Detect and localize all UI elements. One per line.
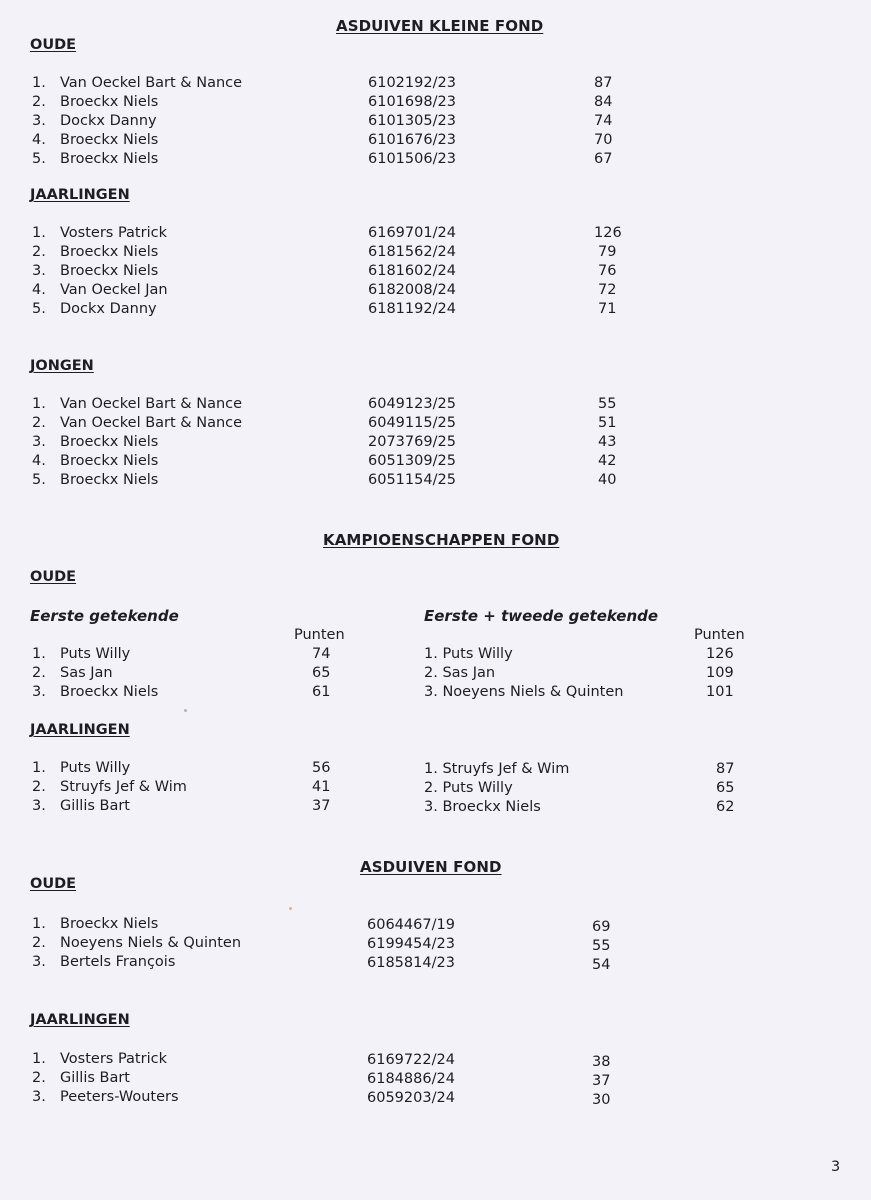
score: 84 <box>594 94 613 110</box>
score: 76 <box>598 263 617 279</box>
score: 71 <box>598 301 617 317</box>
score: 30 <box>592 1092 611 1108</box>
score: 40 <box>598 472 617 488</box>
score: 37 <box>592 1073 611 1089</box>
score: 38 <box>592 1054 611 1070</box>
points: 87 <box>716 761 735 777</box>
table-row: 3. Noeyens Niels & Quinten <box>424 684 624 700</box>
points: 101 <box>706 684 734 700</box>
document-page: ASDUIVEN KLEINE FOND OUDE 1. Van Oeckel Bart & Nance 6102192/23 87 2. Broeckx Niels 6101698/23 84 3. Dockx Danny 6101305/23 74 4. Broeckx Niels 6101676/23 70 5. Broeckx Niels 6101506/23 67 JAARLINGEN 1. Vosters Patrick 6169701/24 126 2. Broeckx Niels 6181562/24 79 3. Broeckx Niels 6181602/24 76 4. Van Oeckel Jan 6182008/24 72 5. Dockx Danny 6181192/24 71 JONGEN 1. Van Oeckel Bart & Nance 6049123/25 55 2. Van Oeckel Bart & Nance 6049115/25 51 3. Broeckx Niels 2073769/25 43 4. Broeckx Niels 6051309/25 42 5. Broeckx Niels 6051154/25 40 KAMPIOENSCHAPPEN FOND OUDE Eerste getekende Eerste + tweede getekende Punten Punten 1. Puts Willy 74 2. Sas Jan 65 3. Broeckx Niels 61 1. Puts Willy 126 2. Sas Jan 109 3. Noeyens Niels & Quinten 101 JAARLINGEN 1. Puts Willy 56 2. Struyfs Jef & Wim 41 3. Gillis Bart 37 1. Struyfs Jef & Wim 87 2. Puts Willy 65 3. Broeckx Niels 62 ASDUIVEN FOND OUDE 1. Broeckx Niels 6064467/19 69 2. Noeyens Niels & Quinten 6199454/23 55 3. Bertels François 6185814/23 54 JAARLINGEN 1. Vosters Patrick 6169722/24 38 2. Gillis Bart 6184886/24 37 3. Peeters-Wouters 6059203/24 30 3 <box>30 17 841 1175</box>
score: 87 <box>594 75 613 91</box>
ring-number: 2073769/25 <box>368 434 456 450</box>
category-jongen: JONGEN <box>30 358 94 374</box>
score: 55 <box>598 396 617 412</box>
table-row: 2. Puts Willy <box>424 780 513 796</box>
table-row: 3. Broeckx Niels <box>424 799 541 815</box>
score: 72 <box>598 282 617 298</box>
page-number: 3 <box>831 1159 841 1175</box>
ring-number: 6185814/23 <box>367 955 455 971</box>
points: 109 <box>706 665 734 681</box>
ring-number: 6051309/25 <box>368 453 456 469</box>
ring-number: 6169722/24 <box>367 1052 455 1068</box>
section-title-kampioenschappen-fond: KAMPIOENSCHAPPEN FOND <box>323 531 560 549</box>
ring-number: 6101506/23 <box>368 151 456 167</box>
ring-number: 6051154/25 <box>368 472 456 488</box>
points: 74 <box>312 646 331 662</box>
score: 126 <box>594 225 622 241</box>
scan-speck <box>289 907 292 910</box>
points: 65 <box>312 665 331 681</box>
category-oude: OUDE <box>30 876 77 892</box>
category-oude: OUDE <box>30 37 77 53</box>
category-jaarlingen: JAARLINGEN <box>30 187 130 203</box>
points: 65 <box>716 780 735 796</box>
ring-number: 6181562/24 <box>368 244 456 260</box>
score: 55 <box>592 938 611 954</box>
score: 54 <box>592 957 611 973</box>
ring-number: 6101676/23 <box>368 132 456 148</box>
points: 61 <box>312 684 331 700</box>
ring-number: 6181192/24 <box>368 301 456 317</box>
points: 37 <box>312 798 331 814</box>
subtitle-eerste-tweede-getekende: Eerste + tweede getekende <box>424 607 659 625</box>
ring-number: 6199454/23 <box>367 936 455 952</box>
points: 41 <box>312 779 331 795</box>
score: 43 <box>598 434 617 450</box>
score: 42 <box>598 453 617 469</box>
points: 62 <box>716 799 735 815</box>
score: 70 <box>594 132 613 148</box>
category-oude: OUDE <box>30 569 77 585</box>
section-title-asduiven-fond: ASDUIVEN FOND <box>360 858 502 876</box>
category-jaarlingen: JAARLINGEN <box>30 722 130 738</box>
score: 79 <box>598 244 617 260</box>
ring-number: 6102192/23 <box>368 75 456 91</box>
ring-number: 6049115/25 <box>368 415 456 431</box>
ring-number: 6184886/24 <box>367 1071 455 1087</box>
ring-number: 6101305/23 <box>368 113 456 129</box>
section-title-asduiven-kleine-fond: ASDUIVEN KLEINE FOND <box>336 17 544 35</box>
points-header: Punten <box>694 627 745 643</box>
ring-number: 6182008/24 <box>368 282 456 298</box>
table-row: 1. Puts Willy <box>424 646 513 662</box>
score: 74 <box>594 113 613 129</box>
ring-number: 6169701/24 <box>368 225 456 241</box>
subtitle-eerste-getekende: Eerste getekende <box>30 607 179 625</box>
ring-number: 6049123/25 <box>368 396 456 412</box>
points: 126 <box>706 646 734 662</box>
score: 51 <box>598 415 617 431</box>
table-row: 1. Struyfs Jef & Wim <box>424 761 570 777</box>
ring-number: 6059203/24 <box>367 1090 455 1106</box>
ring-number: 6101698/23 <box>368 94 456 110</box>
ring-number: 6181602/24 <box>368 263 456 279</box>
table-row: 2. Sas Jan <box>424 665 496 681</box>
scan-speck <box>184 709 187 712</box>
points-header: Punten <box>294 627 345 643</box>
score: 69 <box>592 919 611 935</box>
category-jaarlingen: JAARLINGEN <box>30 1012 130 1028</box>
score: 67 <box>594 151 613 167</box>
ring-number: 6064467/19 <box>367 917 455 933</box>
points: 56 <box>312 760 331 776</box>
